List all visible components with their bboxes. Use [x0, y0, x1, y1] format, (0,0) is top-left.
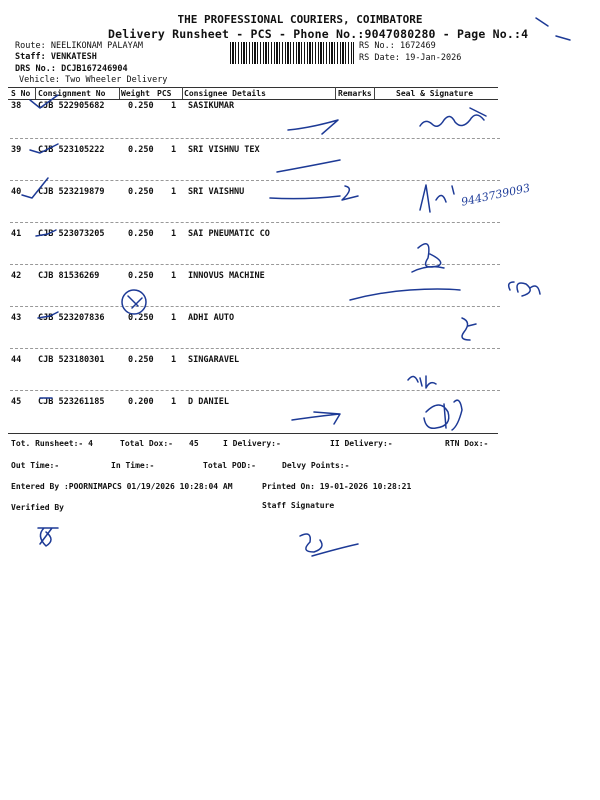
delvy-points: Delvy Points:-	[282, 461, 350, 470]
row-sno: 42	[11, 271, 22, 281]
staff-signature-label: Staff Signature	[262, 501, 335, 510]
row-consignee: SASIKUMAR	[188, 101, 235, 111]
total-dox-value: 45	[189, 439, 199, 448]
row-consignment: CJB 523261185	[38, 397, 105, 407]
signature-45	[424, 400, 462, 430]
verified-by: Verified By	[11, 503, 64, 512]
row-sno: 40	[11, 187, 22, 197]
tick-mark	[30, 95, 58, 108]
col-header-seal-signature: Seal & Signature	[396, 89, 474, 98]
row-consignee: D DANIEL	[188, 397, 229, 407]
row-weight: 0.250	[128, 187, 154, 197]
printed-on: Printed On: 19-01-2026 10:28:21	[262, 482, 412, 491]
col-header-sno: S No	[11, 89, 31, 98]
total-dox-label: Total Dox:-	[120, 439, 173, 448]
rs-no-value: 1672469	[399, 41, 436, 51]
row-pcs: 1	[171, 187, 177, 197]
row-consignee: SINGARAVEL	[188, 355, 240, 365]
col-header-consignment: Consignment No	[38, 89, 106, 98]
row-sno: 44	[11, 355, 22, 365]
row-consignment: CJB 523073205	[38, 229, 105, 239]
remark-line	[350, 289, 460, 300]
col-header-consignee: Consignee Details	[184, 89, 266, 98]
staff-signature	[300, 534, 358, 556]
pen-mark	[536, 18, 570, 40]
col-header-weight: Weight	[121, 89, 150, 98]
out-time: Out Time:-	[11, 461, 60, 470]
staff-label: Staff:	[15, 52, 46, 62]
row-consignment: CJB 523219879	[38, 187, 105, 197]
row-consignment: CJB 523207836	[38, 313, 105, 323]
rs-date-value: 19-Jan-2026	[405, 53, 462, 63]
row-consignment: CJB 522905682	[38, 101, 105, 111]
route-value: NEELIKONAM PALAYAM	[50, 41, 143, 51]
row-pcs: 1	[171, 397, 177, 407]
row-weight: 0.250	[128, 271, 154, 281]
row-pcs: 1	[171, 313, 177, 323]
tot-runsheet: Tot. Runsheet:- 4	[11, 439, 93, 448]
company-title: THE PROFESSIONAL COURIERS, COIMBATORE	[177, 13, 423, 26]
row-weight: 0.250	[128, 101, 154, 111]
total-pod: Total POD:-	[203, 461, 256, 470]
row-pcs: 1	[171, 101, 177, 111]
rs-date-label: RS Date:	[359, 53, 400, 63]
row-consignee: INNOVUS MACHINE	[188, 271, 265, 281]
row-consignment: CJB 523105222	[38, 145, 105, 155]
remark-arrow	[270, 186, 358, 200]
remark-arrow	[292, 412, 340, 424]
col-header-pcs: PCS	[157, 89, 172, 98]
route-label: Route:	[15, 41, 46, 51]
row-pcs: 1	[171, 145, 177, 155]
row-weight: 0.200	[128, 397, 154, 407]
row-consignment: CJB 523180301	[38, 355, 105, 365]
tick-mark	[38, 312, 58, 318]
signature-38	[420, 108, 486, 126]
drs-value: DCJB167246904	[61, 64, 128, 74]
row-consignee: SAI PNEUMATIC CO	[188, 229, 270, 239]
tick-mark	[30, 144, 58, 153]
row-consignment: CJB 81536269	[38, 271, 100, 281]
staff-value: VENKATESH	[50, 52, 97, 62]
row-weight: 0.250	[128, 313, 154, 323]
rtn-dox: RTN Dox:-	[445, 439, 489, 448]
row-consignee: ADHI AUTO	[188, 313, 235, 323]
handwritten-phone-note: 9443739093	[460, 181, 532, 209]
signature-co	[509, 282, 540, 296]
col-header-remarks: Remarks	[338, 89, 372, 98]
in-time: In Time:-	[111, 461, 155, 470]
row-pcs: 1	[171, 229, 177, 239]
entered-by: Entered By :POORNIMAPCS 01/19/2026 10:28:04 AM	[11, 482, 233, 491]
row-sno: 43	[11, 313, 22, 323]
signature-42	[412, 244, 444, 272]
signature-43	[462, 318, 476, 340]
vehicle-value: Two Wheeler Delivery	[65, 75, 168, 85]
circle-mark-inner	[128, 296, 142, 308]
row-sno: 38	[11, 101, 22, 111]
remark-arrow	[288, 120, 338, 134]
remark-arrow	[277, 160, 340, 172]
drs-label: DRS No.:	[15, 64, 56, 74]
signature-44	[408, 376, 436, 388]
signature-40	[420, 185, 454, 212]
row-pcs: 1	[171, 355, 177, 365]
ii-delivery: II Delivery:-	[330, 439, 393, 448]
row-consignee: SRI VISHNU TEX	[188, 145, 260, 155]
row-pcs: 1	[171, 271, 177, 281]
row-weight: 0.250	[128, 145, 154, 155]
tick-mark	[36, 230, 56, 236]
row-sno: 41	[11, 229, 22, 239]
row-weight: 0.250	[128, 229, 154, 239]
runsheet-title: Delivery Runsheet - PCS - Phone No.:9047080280 - Page No.:4	[108, 27, 529, 41]
tick-mark	[22, 178, 48, 198]
row-consignee: SRI VAISHNU	[188, 187, 245, 197]
i-delivery: I Delivery:-	[223, 439, 281, 448]
row-sno: 45	[11, 397, 22, 407]
row-weight: 0.250	[128, 355, 154, 365]
row-sno: 39	[11, 145, 22, 155]
verified-by-signature	[38, 528, 58, 546]
rs-no-label: RS No.:	[359, 41, 395, 51]
vehicle-label: Vehicle:	[19, 75, 60, 85]
